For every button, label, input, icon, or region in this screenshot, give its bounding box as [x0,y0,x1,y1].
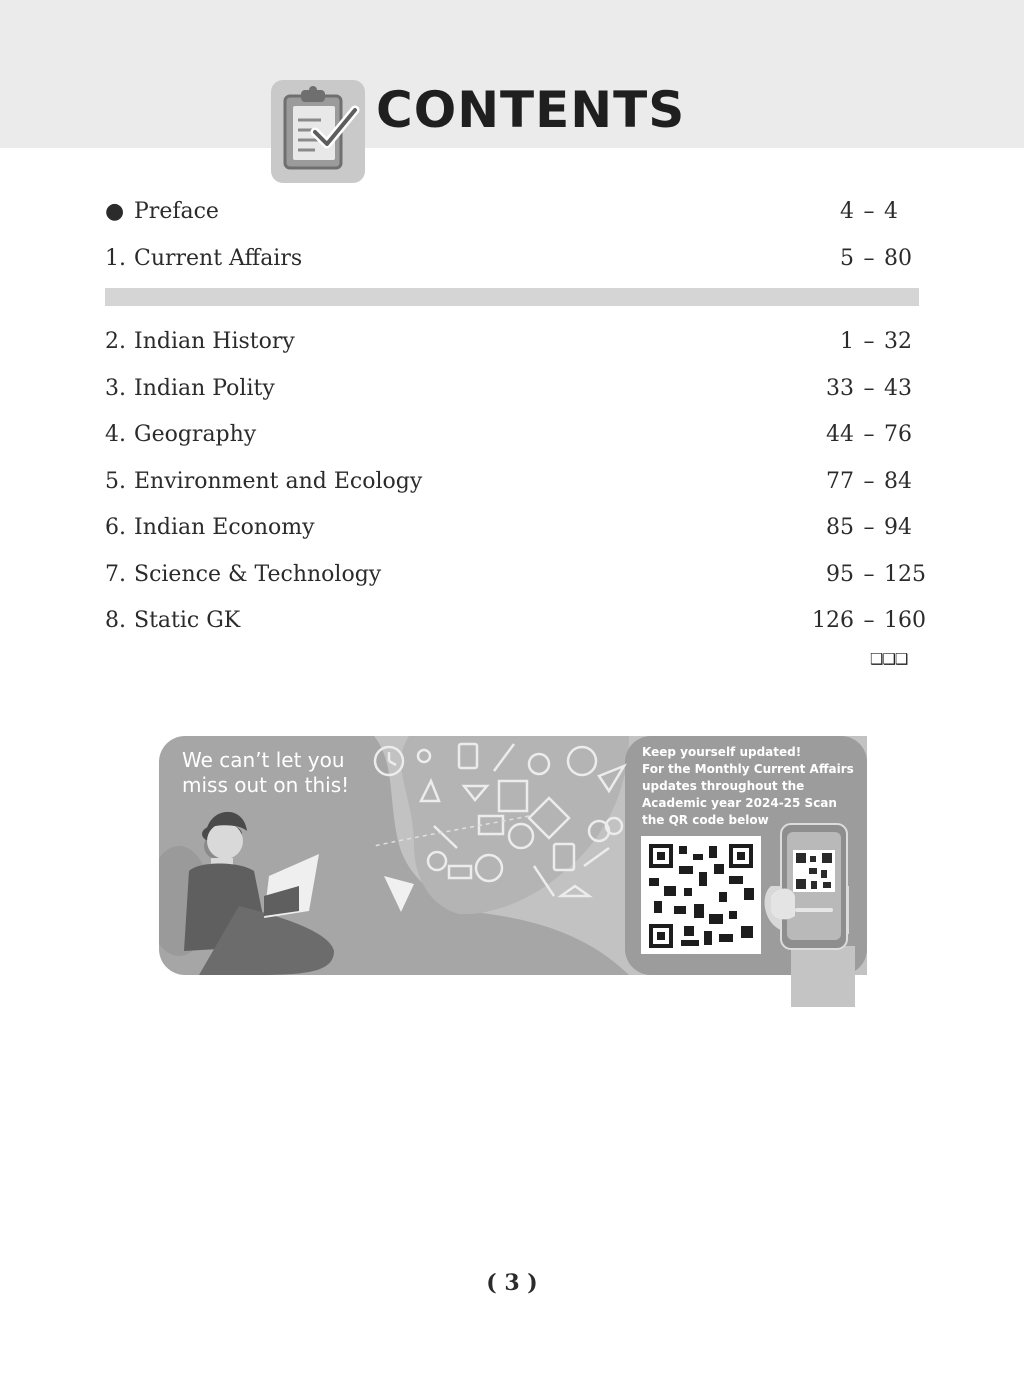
toc-page-end: 125 [884,562,926,587]
toc-page-start: 4 [840,199,854,224]
toc-row-current-affairs[interactable] [105,239,920,279]
banner-headline-line: miss out on this! [182,773,350,797]
page-title: CONTENTS [376,81,686,139]
toc-page-end: 32 [884,329,912,354]
section-divider [105,288,919,306]
banner-headline-line: We can’t let you [182,748,345,772]
toc-page-end: 94 [884,515,912,540]
toc-row-indian-economy[interactable] [105,508,920,548]
toc-page-end: 43 [884,376,912,401]
toc-number: 5. [105,469,126,494]
toc-page-range: 5 – 80 [800,239,920,279]
banner-qr-body: For the Monthly Current Affairs updates throughout the Academic year 2024-25 Scan the QR code below [642,762,854,827]
toc-page-range: 33 – 43 [800,369,920,409]
toc-row-indian-polity[interactable] [105,369,920,409]
banner-qr-heading: Keep yourself updated! [642,745,802,759]
toc-number: 2. [105,329,126,354]
banner-headline [182,748,349,798]
toc-bullet: ● [105,199,125,224]
toc-page-range: 4 – 4 [800,192,920,232]
toc-page-start: 77 [826,469,854,494]
toc-page-range: 126 – 160 [800,601,920,641]
toc-number: 8. [105,608,126,633]
toc-page-range: 44 – 76 [800,415,920,455]
toc-title: Geography [134,422,257,447]
toc-title: Preface [134,199,219,224]
toc-row-indian-history[interactable] [105,322,920,362]
toc-title: Indian Polity [134,376,275,401]
page-number: ( 3 ) [486,1270,538,1296]
toc-number: 1. [105,246,126,271]
toc-row-geography[interactable] [105,415,920,455]
toc-title: Indian History [134,329,295,354]
toc-page-range: 1 – 32 [800,322,920,362]
section-end-marks: ❑❑❑ [870,650,908,668]
toc-title: Science & Technology [134,562,382,587]
toc-number: 4. [105,422,126,447]
toc-row-preface[interactable] [105,192,920,232]
toc-page-start: 95 [826,562,854,587]
toc-page-range: 95 – 125 [800,555,920,595]
toc-row-science-and-technology[interactable] [105,555,926,595]
toc-row-static-gk[interactable] [105,601,926,641]
toc-number: 7. [105,562,126,587]
toc-title: Current Affairs [134,246,303,271]
toc-title: Environment and Ecology [134,469,423,494]
toc-title: Indian Economy [134,515,315,540]
toc-page-start: 1 [840,329,854,354]
toc-page-range: 85 – 94 [800,508,920,548]
toc-row-environment-and-ecology[interactable] [105,462,920,502]
toc-page-end: 160 [884,608,926,633]
toc-number: 3. [105,376,126,401]
toc-page-start: 33 [826,376,854,401]
toc-page-start: 5 [840,246,854,271]
toc-page-start: 85 [826,515,854,540]
toc-page-start: 44 [826,422,854,447]
toc-page-range: 77 – 84 [800,462,920,502]
toc-page-end: 76 [884,422,912,447]
banner-qr-message [642,744,862,829]
toc-page-end: 80 [884,246,912,271]
toc-page-start: 126 [812,608,854,633]
toc-number: 6. [105,515,126,540]
toc-title: Static GK [134,608,241,633]
clipboard-checklist-icon [271,80,365,183]
toc-page-end: 4 [884,199,898,224]
toc-page-end: 84 [884,469,912,494]
